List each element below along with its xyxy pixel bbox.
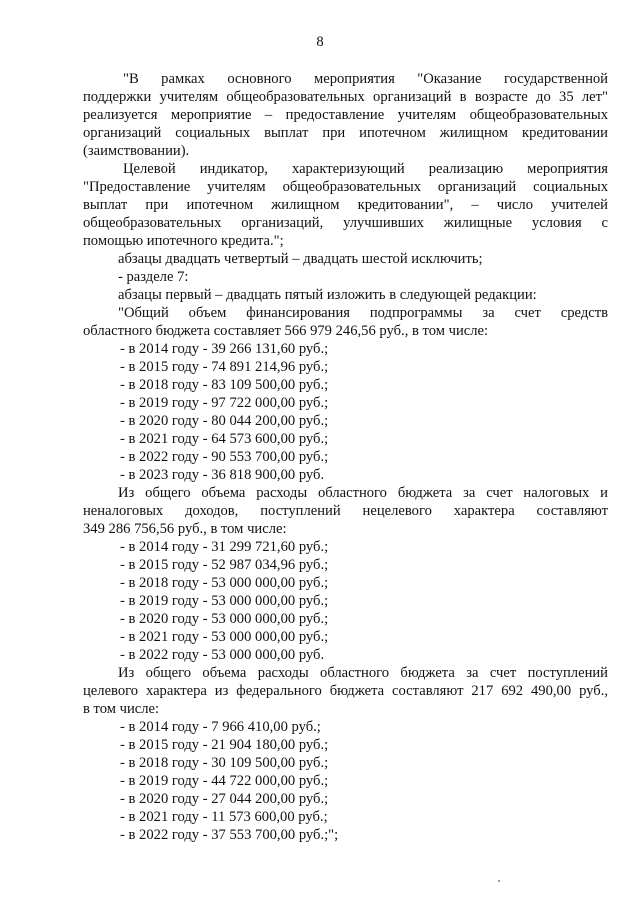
text-line: Из общего объема расходы областного бюджета за счет налоговых и [118,485,608,501]
list-total-by-year [83,340,608,484]
text-line: общеобразовательных организаций, улучшивших жилищные условия с [83,215,608,231]
text-line: "Общий объем финансирования подпрограммы за счет средств [118,305,608,321]
list-item: - в 2015 году - 74 891 214,96 руб.; [120,359,329,375]
paragraph-federal [83,664,608,718]
list-item: - в 2022 году - 37 553 700,00 руб.;"; [120,827,339,843]
page-number: 8 [316,34,324,50]
list-item: - в 2018 году - 53 000 000,00 руб.; [120,575,329,591]
list-item: - в 2014 году - 7 966 410,00 руб.; [120,719,321,735]
list-item: - в 2020 году - 27 044 200,00 руб.; [120,791,329,807]
text-line-razdel: - разделе 7: [118,269,189,285]
list-item: - в 2019 году - 53 000 000,00 руб.; [120,593,329,609]
paragraph-indicator [83,160,608,250]
text-line: Целевой индикатор, характеризующий реализацию мероприятия [123,161,608,177]
text-line: (заимствовании). [83,143,190,159]
paragraph-mero-1 [83,70,608,160]
list-item: - в 2022 году - 53 000 000,00 руб. [120,647,325,663]
text-line: в том числе: [83,701,160,717]
list-item: - в 2023 году - 36 818 900,00 руб. [120,467,325,483]
paragraph-tax-revenue [83,484,608,538]
text-line: "Предоставление учителям общеобразовательных организаций социальных [83,179,608,195]
text-line: выплат при ипотечном жилищном кредитовании", – число учителей [83,197,608,213]
list-item: - в 2021 году - 53 000 000,00 руб.; [120,629,329,645]
text-line-abzacy: абзацы двадцать четвертый – двадцать шестой исключить; [118,251,483,267]
list-item: - в 2018 году - 30 109 500,00 руб.; [120,755,329,771]
list-item: - в 2019 году - 44 722 000,00 руб.; [120,773,329,789]
document-body [83,70,608,844]
list-item: - в 2018 году - 83 109 500,00 руб.; [120,377,329,393]
text-line: поддержки учителям общеобразовательных организаций в возрасте до 35 лет" [83,89,608,105]
list-item: - в 2014 году - 39 266 131,60 руб.; [120,341,329,357]
text-line: Из общего объема расходы областного бюджета за счет поступлений [118,665,608,681]
list-federal-by-year [83,718,608,844]
text-line: областного бюджета составляет 566 979 246,56 руб., в том числе: [83,323,489,339]
list-item: - в 2015 году - 21 904 180,00 руб.; [120,737,329,753]
list-item: - в 2021 году - 64 573 600,00 руб.; [120,431,329,447]
text-line: организаций социальных выплат при ипотечном жилищном кредитовании [83,125,608,141]
scan-speck [498,880,500,882]
text-line: реализуется мероприятие – предоставление учителям общеобразовательных [83,107,608,123]
paragraph-total-financing [83,304,608,340]
text-line: неналоговых доходов, поступлений нецелевого характера составляют [83,503,608,519]
list-item: - в 2020 году - 80 044 200,00 руб.; [120,413,329,429]
list-item: - в 2021 году - 11 573 600,00 руб.; [120,809,328,825]
list-tax-by-year [83,538,608,664]
text-line: целевого характера из федерального бюджета составляют 217 692 490,00 руб., [83,683,608,699]
text-line: помощью ипотечного кредита."; [83,233,284,249]
list-item: - в 2022 году - 90 553 700,00 руб.; [120,449,329,465]
text-line: 349 286 756,56 руб., в том числе: [83,521,287,537]
text-line: "В рамках основного мероприятия "Оказание государственной [123,71,608,87]
list-item: - в 2014 году - 31 299 721,60 руб.; [120,539,329,555]
list-item: - в 2015 году - 52 987 034,96 руб.; [120,557,329,573]
text-line-izlozhit: абзацы первый – двадцать пятый изложить в следующей редакции: [118,287,537,303]
list-item: - в 2020 году - 53 000 000,00 руб.; [120,611,329,627]
list-item: - в 2019 году - 97 722 000,00 руб.; [120,395,329,411]
